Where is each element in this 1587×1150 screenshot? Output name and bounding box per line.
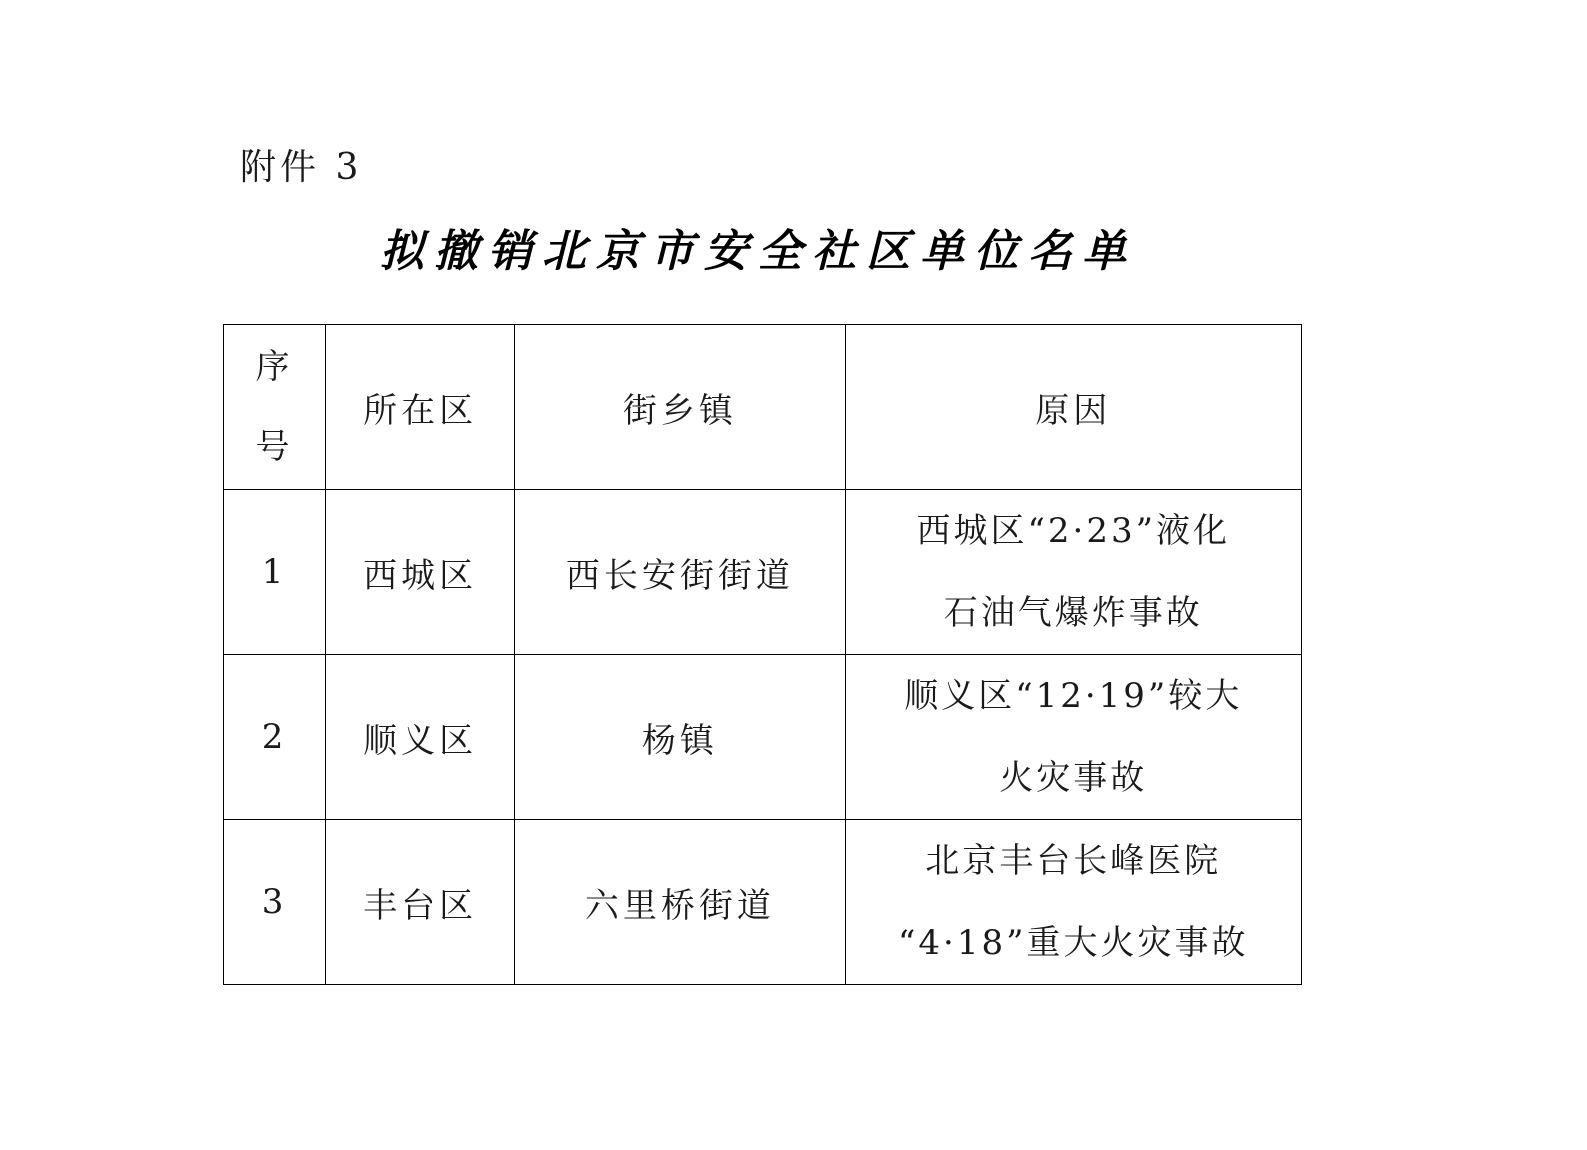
row-reason — [845, 820, 1301, 985]
row-reason-line1: 顺义区“12·19”较大 — [904, 676, 1243, 716]
table-header-row — [224, 325, 1302, 490]
revocation-table — [223, 324, 1302, 985]
header-index-line2: 号 — [255, 427, 294, 467]
header-index — [224, 325, 326, 490]
row-index: 3 — [224, 820, 326, 985]
row-district: 顺义区 — [326, 655, 515, 820]
annex-label: 附件 3 — [240, 147, 363, 188]
row-street: 杨镇 — [515, 655, 845, 820]
table-row — [224, 490, 1302, 655]
header-reason: 原因 — [845, 325, 1301, 490]
row-reason-line2: “4·18”重大火灾事故 — [898, 923, 1249, 963]
row-reason-line2: 石油气爆炸事故 — [943, 593, 1203, 633]
header-district: 所在区 — [326, 325, 515, 490]
header-street: 街乡镇 — [515, 325, 845, 490]
row-reason — [845, 655, 1301, 820]
table-row — [224, 655, 1302, 820]
row-index: 2 — [224, 655, 326, 820]
row-reason — [845, 490, 1301, 655]
row-reason-line1: 北京丰台长峰医院 — [925, 841, 1222, 881]
row-index: 1 — [224, 490, 326, 655]
row-district: 西城区 — [326, 490, 515, 655]
table-row — [224, 820, 1302, 985]
row-street: 西长安街街道 — [515, 490, 845, 655]
row-reason-line2: 火灾事故 — [999, 758, 1148, 798]
document-title: 拟撤销北京市安全社区单位名单 — [380, 226, 1136, 277]
header-index-line1: 序 — [255, 347, 294, 387]
row-district: 丰台区 — [326, 820, 515, 985]
row-reason-line1: 西城区“2·23”液化 — [916, 511, 1231, 551]
row-street: 六里桥街道 — [515, 820, 845, 985]
